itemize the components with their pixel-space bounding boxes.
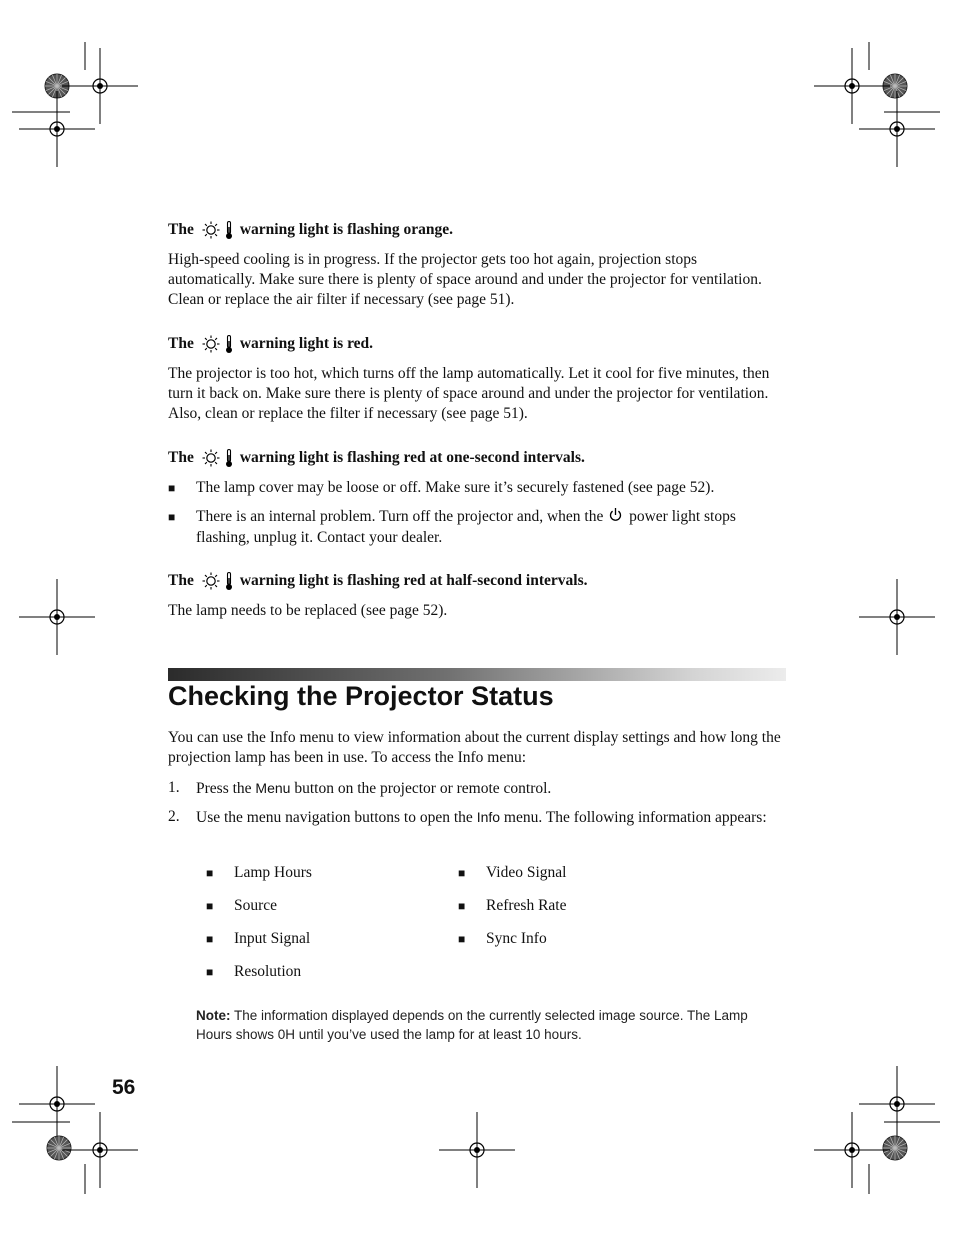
bullet-square-icon: ■ bbox=[206, 965, 214, 979]
paragraph-too-hot: The projector is too hot, which turns off the lamp automatically. Let it cool for five minutes, then turn it back on. Make sure there is plenty of space around and under the projector for ventilation. Also, clean or replace the filter if necessary (see page 51). bbox=[168, 365, 770, 422]
list-item bbox=[458, 896, 566, 916]
bullet-square-icon: ■ bbox=[458, 899, 466, 913]
info-item-label: Source bbox=[234, 897, 278, 914]
temperature-warning-icon bbox=[200, 448, 236, 468]
step-item bbox=[168, 807, 786, 828]
info-item-label: Sync Info bbox=[486, 930, 547, 947]
info-item-label: Input Signal bbox=[234, 930, 311, 947]
bullet-square-icon: ■ bbox=[458, 866, 466, 880]
paragraph-intro: You can use the Info menu to view information about the current display settings and how long the projection lamp has been in use. To access the Info menu: bbox=[168, 729, 781, 766]
bullet-text-before: There is an internal problem. Turn off the projector and, when the bbox=[196, 508, 604, 525]
menu-key-label: Menu bbox=[255, 780, 291, 796]
list-item bbox=[206, 863, 312, 883]
step-number: 1. bbox=[168, 779, 180, 796]
page-number: 56 bbox=[112, 1076, 136, 1099]
bullet-square-icon: ■ bbox=[168, 510, 176, 524]
info-key-label: Info bbox=[476, 809, 501, 825]
subheading-text: warning light is flashing red at one-second intervals. bbox=[239, 449, 585, 466]
subheading-lead: The bbox=[168, 449, 194, 466]
power-icon bbox=[609, 507, 622, 528]
temperature-warning-icon bbox=[200, 220, 236, 240]
temperature-warning-icon bbox=[200, 334, 236, 354]
section-heading: Checking the Projector Status bbox=[168, 681, 554, 711]
bullet-text-after: power light stops flashing, unplug it. Contact your dealer. bbox=[196, 508, 736, 546]
step-text-before: Press the bbox=[196, 780, 252, 797]
paragraph-cooling: High-speed cooling is in progress. If the projector gets too hot again, projection stops automatically. Make sure there is plenty of space around and under the projector for ventilation. Clean or replace the air filter if necessary (see page 51). bbox=[168, 251, 762, 308]
note-label: Note: bbox=[196, 1008, 231, 1023]
list-item bbox=[168, 507, 786, 548]
subheading-lead: The bbox=[168, 335, 194, 352]
list-item bbox=[168, 478, 786, 498]
subheading-lead: The bbox=[168, 572, 194, 589]
bullet-square-icon: ■ bbox=[168, 481, 176, 495]
info-item-label: Lamp Hours bbox=[234, 864, 312, 881]
list-item bbox=[458, 863, 566, 883]
step-text-after: button on the projector or remote control. bbox=[294, 780, 552, 797]
bullet-text: The lamp cover may be loose or off. Make sure it’s securely fastened (see page 52). bbox=[196, 479, 715, 496]
subheading-text: warning light is flashing red at half-second intervals. bbox=[239, 572, 588, 589]
list-item bbox=[458, 929, 547, 949]
note-box bbox=[196, 1006, 786, 1044]
subheading-lead: The bbox=[168, 221, 194, 238]
step-item bbox=[168, 778, 786, 799]
subheading-text: warning light is flashing orange. bbox=[239, 221, 453, 238]
temperature-warning-icon bbox=[200, 571, 236, 591]
bullet-square-icon: ■ bbox=[458, 932, 466, 946]
paragraph-lamp-replace: The lamp needs to be replaced (see page 52). bbox=[168, 602, 448, 619]
step-text-after: menu. The following information appears: bbox=[503, 809, 767, 826]
list-item bbox=[206, 896, 277, 916]
subheading-half-second bbox=[168, 571, 587, 591]
bullet-square-icon: ■ bbox=[206, 899, 214, 913]
note-text: The information displayed depends on the currently selected image source. The Lamp Hours shows 0H until you’ve used the lamp for at least 10 hours. bbox=[196, 1008, 748, 1042]
subheading-red bbox=[168, 334, 373, 354]
list-item bbox=[206, 929, 310, 949]
step-text bbox=[196, 807, 786, 828]
step-number: 2. bbox=[168, 808, 180, 825]
list-item bbox=[206, 962, 301, 982]
step-text bbox=[196, 778, 786, 799]
subheading-one-second bbox=[168, 448, 585, 468]
info-item-label: Resolution bbox=[234, 963, 302, 980]
subheading-text: warning light is red. bbox=[239, 335, 374, 352]
step-text-before: Use the menu navigation buttons to open the bbox=[196, 809, 473, 826]
info-item-label: Video Signal bbox=[486, 864, 567, 881]
bullet-square-icon: ■ bbox=[206, 866, 214, 880]
info-item-label: Refresh Rate bbox=[486, 897, 567, 914]
bullet-text bbox=[196, 507, 786, 548]
subheading-flashing-orange bbox=[168, 220, 453, 240]
bullet-square-icon: ■ bbox=[206, 932, 214, 946]
